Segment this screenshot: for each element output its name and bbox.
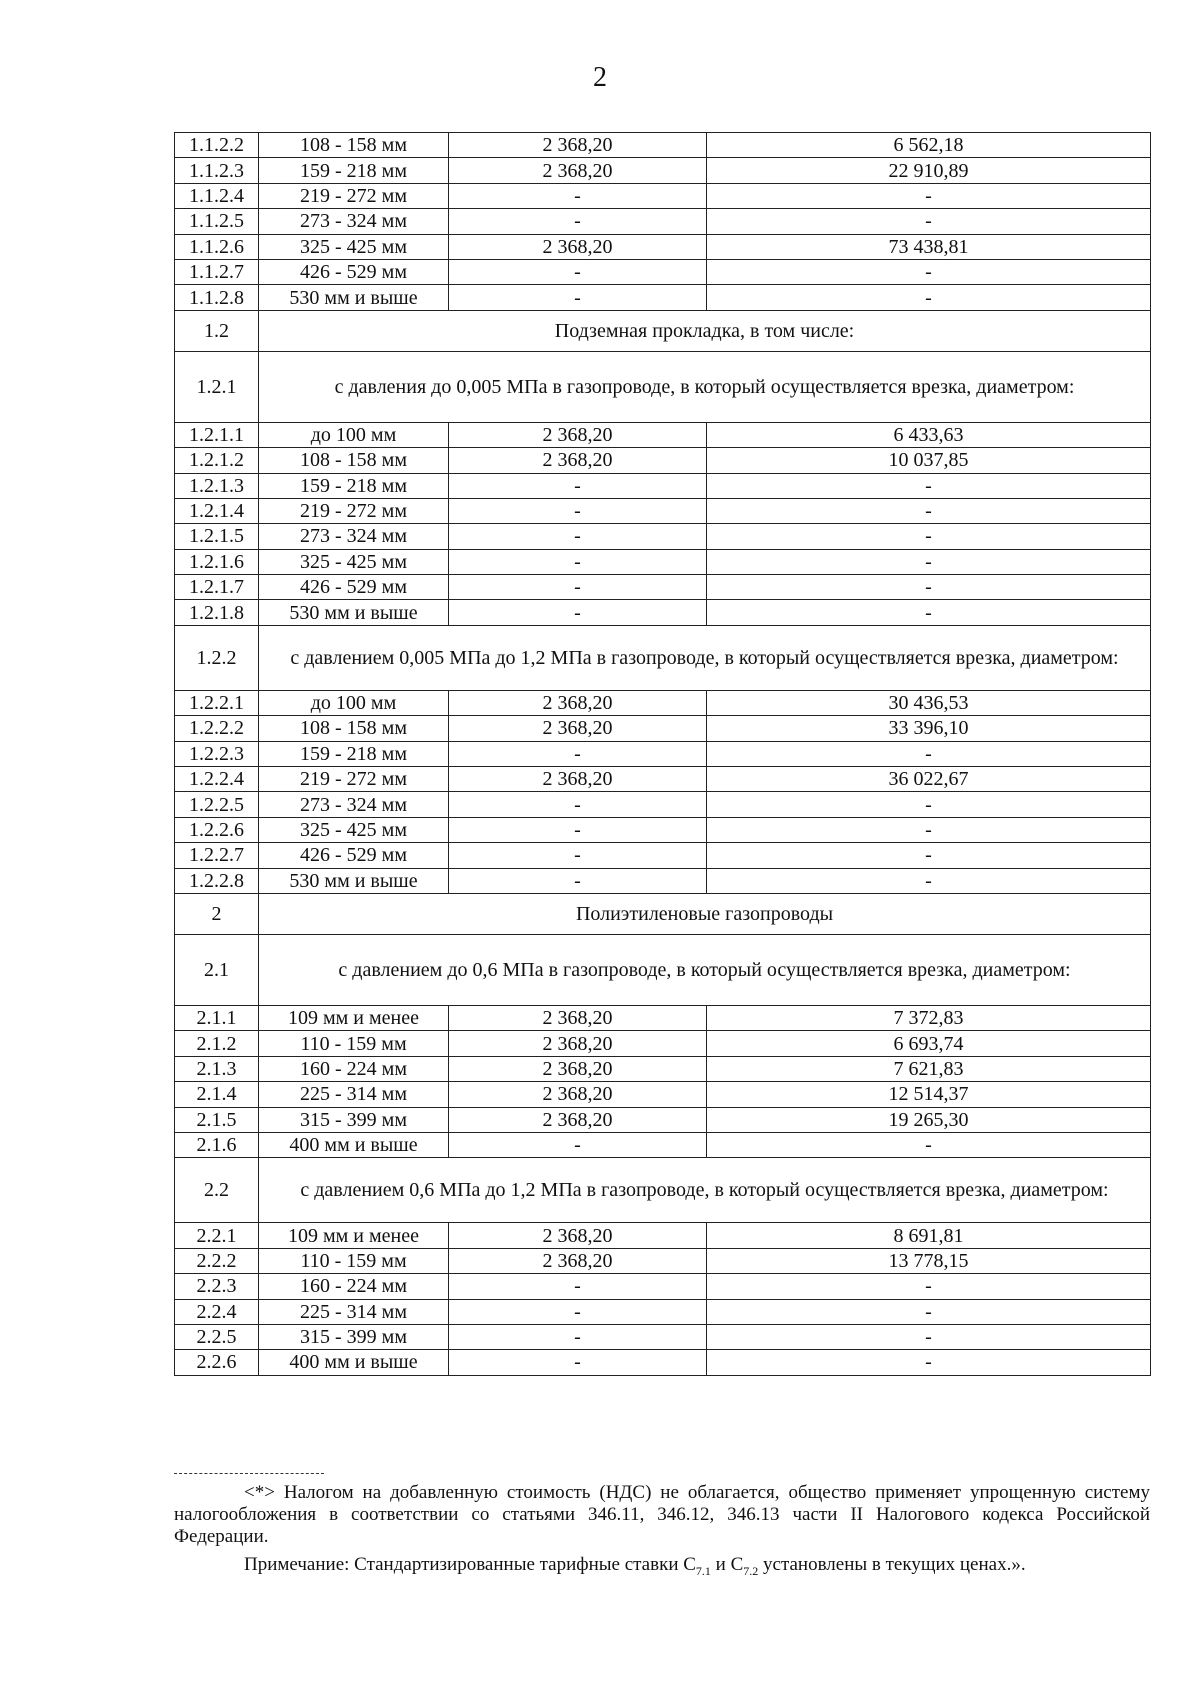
- rate-value: -: [449, 183, 707, 208]
- table-row: [175, 843, 1151, 868]
- table-row: [175, 1350, 1151, 1375]
- row-number: 1.1.2.3: [175, 158, 259, 183]
- pipe-diameter: 109 мм и менее: [259, 1005, 449, 1030]
- rate-value: -: [449, 1350, 707, 1375]
- row-number: 1.2.2.3: [175, 741, 259, 766]
- row-number: 1.2.2.6: [175, 817, 259, 842]
- note-middle: и С: [710, 1554, 744, 1575]
- pipe-diameter: до 100 мм: [259, 690, 449, 715]
- row-number: 1.2.1.8: [175, 600, 259, 625]
- row-number: 1.2.1.1: [175, 422, 259, 447]
- cost-value: -: [707, 259, 1151, 284]
- cost-value: -: [707, 183, 1151, 208]
- pipe-diameter: 159 - 218 мм: [259, 741, 449, 766]
- rate-value: 2 368,20: [449, 1056, 707, 1081]
- cost-value: -: [707, 600, 1151, 625]
- row-number: 2.1.2: [175, 1031, 259, 1056]
- rate-value: 2 368,20: [449, 158, 707, 183]
- pipe-diameter: 315 - 399 мм: [259, 1107, 449, 1132]
- rate-value: -: [449, 1274, 707, 1299]
- row-number: 1.1.2.5: [175, 209, 259, 234]
- cost-value: 7 621,83: [707, 1056, 1151, 1081]
- pipe-diameter: 273 - 324 мм: [259, 792, 449, 817]
- pipe-diameter: 225 - 314 мм: [259, 1299, 449, 1324]
- rate-value: 2 368,20: [449, 1005, 707, 1030]
- row-number: 1.2.1: [175, 351, 259, 422]
- cost-value: 30 436,53: [707, 690, 1151, 715]
- tariff-table-body: [175, 133, 1151, 1376]
- section-row: [175, 310, 1151, 351]
- pipe-diameter: 530 мм и выше: [259, 600, 449, 625]
- pipe-diameter: 315 - 399 мм: [259, 1324, 449, 1349]
- section-title: с давлением 0,005 МПа до 1,2 МПа в газопроводе, в который осуществляется врезка, диаметром:: [259, 625, 1151, 690]
- table-row: [175, 767, 1151, 792]
- row-number: 2.2.4: [175, 1299, 259, 1324]
- row-number: 1.2.1.3: [175, 473, 259, 498]
- row-number: 2.2.1: [175, 1223, 259, 1248]
- section-title: с давлением 0,6 МПа до 1,2 МПа в газопроводе, в который осуществляется врезка, диаметром:: [259, 1158, 1151, 1223]
- row-number: 2.2.3: [175, 1274, 259, 1299]
- pipe-diameter: 530 мм и выше: [259, 285, 449, 310]
- rate-value: 2 368,20: [449, 422, 707, 447]
- rate-value: -: [449, 868, 707, 893]
- rate-value: -: [449, 1132, 707, 1157]
- table-row: [175, 473, 1151, 498]
- row-number: 1.2: [175, 310, 259, 351]
- pipe-diameter: 160 - 224 мм: [259, 1056, 449, 1081]
- rate-value: -: [449, 524, 707, 549]
- table-row: [175, 1274, 1151, 1299]
- section-row: [175, 934, 1151, 1005]
- table-row: [175, 792, 1151, 817]
- cost-value: 8 691,81: [707, 1223, 1151, 1248]
- cost-value: 19 265,30: [707, 1107, 1151, 1132]
- section-title: с давления до 0,005 МПа в газопроводе, в который осуществляется врезка, диаметром:: [259, 351, 1151, 422]
- rate-value: -: [449, 473, 707, 498]
- pipe-diameter: 219 - 272 мм: [259, 183, 449, 208]
- page-number: 2: [593, 62, 607, 93]
- pipe-diameter: 273 - 324 мм: [259, 209, 449, 234]
- pipe-diameter: до 100 мм: [259, 422, 449, 447]
- note-prefix: Примечание: Стандартизированные тарифные ставки С: [244, 1554, 696, 1575]
- row-number: 1.2.2.7: [175, 843, 259, 868]
- rate-value: -: [449, 285, 707, 310]
- cost-value: -: [707, 549, 1151, 574]
- pipe-diameter: 426 - 529 мм: [259, 843, 449, 868]
- cost-value: -: [707, 473, 1151, 498]
- cost-value: 10 037,85: [707, 448, 1151, 473]
- cost-value: 36 022,67: [707, 767, 1151, 792]
- cost-value: -: [707, 1324, 1151, 1349]
- rate-value: 2 368,20: [449, 1223, 707, 1248]
- rate-value: -: [449, 792, 707, 817]
- cost-value: -: [707, 524, 1151, 549]
- cost-value: -: [707, 817, 1151, 842]
- table-row: [175, 600, 1151, 625]
- section-title: Подземная прокладка, в том числе:: [259, 310, 1151, 351]
- pipe-diameter: 325 - 425 мм: [259, 549, 449, 574]
- rate-value: -: [449, 259, 707, 284]
- cost-value: 33 396,10: [707, 716, 1151, 741]
- table-row: [175, 1248, 1151, 1273]
- table-row: [175, 234, 1151, 259]
- row-number: 2.1.4: [175, 1082, 259, 1107]
- table-row: [175, 1299, 1151, 1324]
- section-title: Полиэтиленовые газопроводы: [259, 893, 1151, 934]
- note: [174, 1554, 1150, 1582]
- rate-value: 2 368,20: [449, 234, 707, 259]
- row-number: 1.1.2.8: [175, 285, 259, 310]
- pipe-diameter: 159 - 218 мм: [259, 158, 449, 183]
- rate-value: 2 368,20: [449, 767, 707, 792]
- row-number: 1.1.2.2: [175, 133, 259, 158]
- note-suffix: установлены в текущих ценах.».: [758, 1554, 1026, 1575]
- table-row: [175, 690, 1151, 715]
- table-row: [175, 1324, 1151, 1349]
- pipe-diameter: 400 мм и выше: [259, 1132, 449, 1157]
- row-number: 1.1.2.6: [175, 234, 259, 259]
- table-row: [175, 1132, 1151, 1157]
- pipe-diameter: 159 - 218 мм: [259, 473, 449, 498]
- table-row: [175, 285, 1151, 310]
- note-sub-1: 7.1: [695, 1563, 711, 1578]
- cost-value: 13 778,15: [707, 1248, 1151, 1273]
- table-row: [175, 1056, 1151, 1081]
- pipe-diameter: 160 - 224 мм: [259, 1274, 449, 1299]
- section-title: с давлением до 0,6 МПа в газопроводе, в который осуществляется врезка, диаметром:: [259, 934, 1151, 1005]
- rate-value: -: [449, 209, 707, 234]
- table-row: [175, 133, 1151, 158]
- row-number: 1.2.2.1: [175, 690, 259, 715]
- table-row: [175, 498, 1151, 523]
- row-number: 2.1.6: [175, 1132, 259, 1157]
- row-number: 1.2.2.5: [175, 792, 259, 817]
- row-number: 2.2: [175, 1158, 259, 1223]
- row-number: 1.2.2.2: [175, 716, 259, 741]
- cost-value: -: [707, 575, 1151, 600]
- rate-value: 2 368,20: [449, 1248, 707, 1273]
- pipe-diameter: 325 - 425 мм: [259, 817, 449, 842]
- table-row: [175, 575, 1151, 600]
- table-row: [175, 422, 1151, 447]
- pipe-diameter: 400 мм и выше: [259, 1350, 449, 1375]
- cost-value: -: [707, 741, 1151, 766]
- row-number: 1.2.2.8: [175, 868, 259, 893]
- row-number: 1.2.1.5: [175, 524, 259, 549]
- rate-value: 2 368,20: [449, 1107, 707, 1132]
- row-number: 1.2.1.2: [175, 448, 259, 473]
- pipe-diameter: 110 - 159 мм: [259, 1031, 449, 1056]
- row-number: 2.2.6: [175, 1350, 259, 1375]
- row-number: 1.1.2.7: [175, 259, 259, 284]
- pipe-diameter: 426 - 529 мм: [259, 259, 449, 284]
- pipe-diameter: 109 мм и менее: [259, 1223, 449, 1248]
- vat-footnote: <*> Налогом на добавленную стоимость (НДС) не облагается, общество применяет упрощенную систему налогообложения в соответствии со статьями 346.11, 346.12, 346.13 части II Налогового кодекса Российской Федерации.: [174, 1482, 1150, 1547]
- table-row: [175, 448, 1151, 473]
- cost-value: -: [707, 843, 1151, 868]
- cost-value: 6 693,74: [707, 1031, 1151, 1056]
- pipe-diameter: 108 - 158 мм: [259, 133, 449, 158]
- row-number: 1.1.2.4: [175, 183, 259, 208]
- cost-value: 73 438,81: [707, 234, 1151, 259]
- cost-value: -: [707, 209, 1151, 234]
- table-row: [175, 716, 1151, 741]
- tariff-table: [174, 132, 1151, 1376]
- footnotes: [174, 1473, 1150, 1582]
- pipe-diameter: 108 - 158 мм: [259, 716, 449, 741]
- table-row: [175, 183, 1151, 208]
- row-number: 2.2.5: [175, 1324, 259, 1349]
- pipe-diameter: 273 - 324 мм: [259, 524, 449, 549]
- table-row: [175, 259, 1151, 284]
- table-row: [175, 209, 1151, 234]
- pipe-diameter: 225 - 314 мм: [259, 1082, 449, 1107]
- section-row: [175, 625, 1151, 690]
- cost-value: -: [707, 868, 1151, 893]
- pipe-diameter: 110 - 159 мм: [259, 1248, 449, 1273]
- rate-value: -: [449, 817, 707, 842]
- cost-value: 12 514,37: [707, 1082, 1151, 1107]
- cost-value: -: [707, 1299, 1151, 1324]
- row-number: 2.1: [175, 934, 259, 1005]
- table-row: [175, 158, 1151, 183]
- pipe-diameter: 219 - 272 мм: [259, 767, 449, 792]
- table-row: [175, 1082, 1151, 1107]
- row-number: 2.1.5: [175, 1107, 259, 1132]
- table-row: [175, 549, 1151, 574]
- section-row: [175, 1158, 1151, 1223]
- row-number: 2: [175, 893, 259, 934]
- rate-value: -: [449, 498, 707, 523]
- rate-value: 2 368,20: [449, 1082, 707, 1107]
- rate-value: -: [449, 741, 707, 766]
- rate-value: 2 368,20: [449, 716, 707, 741]
- row-number: 1.2.2: [175, 625, 259, 690]
- note-sub-2: 7.2: [743, 1563, 759, 1578]
- footnote-separator: [174, 1473, 324, 1474]
- pipe-diameter: 426 - 529 мм: [259, 575, 449, 600]
- rate-value: -: [449, 549, 707, 574]
- pipe-diameter: 530 мм и выше: [259, 868, 449, 893]
- rate-value: 2 368,20: [449, 448, 707, 473]
- rate-value: 2 368,20: [449, 133, 707, 158]
- row-number: 2.1.1: [175, 1005, 259, 1030]
- section-row: [175, 893, 1151, 934]
- cost-value: -: [707, 1274, 1151, 1299]
- cost-value: -: [707, 792, 1151, 817]
- rate-value: -: [449, 1299, 707, 1324]
- rate-value: -: [449, 575, 707, 600]
- cost-value: -: [707, 1350, 1151, 1375]
- cost-value: 6 433,63: [707, 422, 1151, 447]
- table-row: [175, 1031, 1151, 1056]
- row-number: 2.2.2: [175, 1248, 259, 1273]
- cost-value: 7 372,83: [707, 1005, 1151, 1030]
- rate-value: -: [449, 600, 707, 625]
- table-row: [175, 524, 1151, 549]
- pipe-diameter: 108 - 158 мм: [259, 448, 449, 473]
- row-number: 1.2.1.7: [175, 575, 259, 600]
- cost-value: 22 910,89: [707, 158, 1151, 183]
- cost-value: -: [707, 1132, 1151, 1157]
- table-row: [175, 1223, 1151, 1248]
- table-row: [175, 868, 1151, 893]
- row-number: 1.2.2.4: [175, 767, 259, 792]
- rate-value: 2 368,20: [449, 1031, 707, 1056]
- pipe-diameter: 325 - 425 мм: [259, 234, 449, 259]
- pipe-diameter: 219 - 272 мм: [259, 498, 449, 523]
- table-row: [175, 741, 1151, 766]
- cost-value: 6 562,18: [707, 133, 1151, 158]
- row-number: 2.1.3: [175, 1056, 259, 1081]
- table-row: [175, 1005, 1151, 1030]
- table-row: [175, 1107, 1151, 1132]
- cost-value: -: [707, 498, 1151, 523]
- cost-value: -: [707, 285, 1151, 310]
- section-row: [175, 351, 1151, 422]
- rate-value: -: [449, 1324, 707, 1349]
- rate-value: -: [449, 843, 707, 868]
- table-row: [175, 817, 1151, 842]
- row-number: 1.2.1.6: [175, 549, 259, 574]
- rate-value: 2 368,20: [449, 690, 707, 715]
- row-number: 1.2.1.4: [175, 498, 259, 523]
